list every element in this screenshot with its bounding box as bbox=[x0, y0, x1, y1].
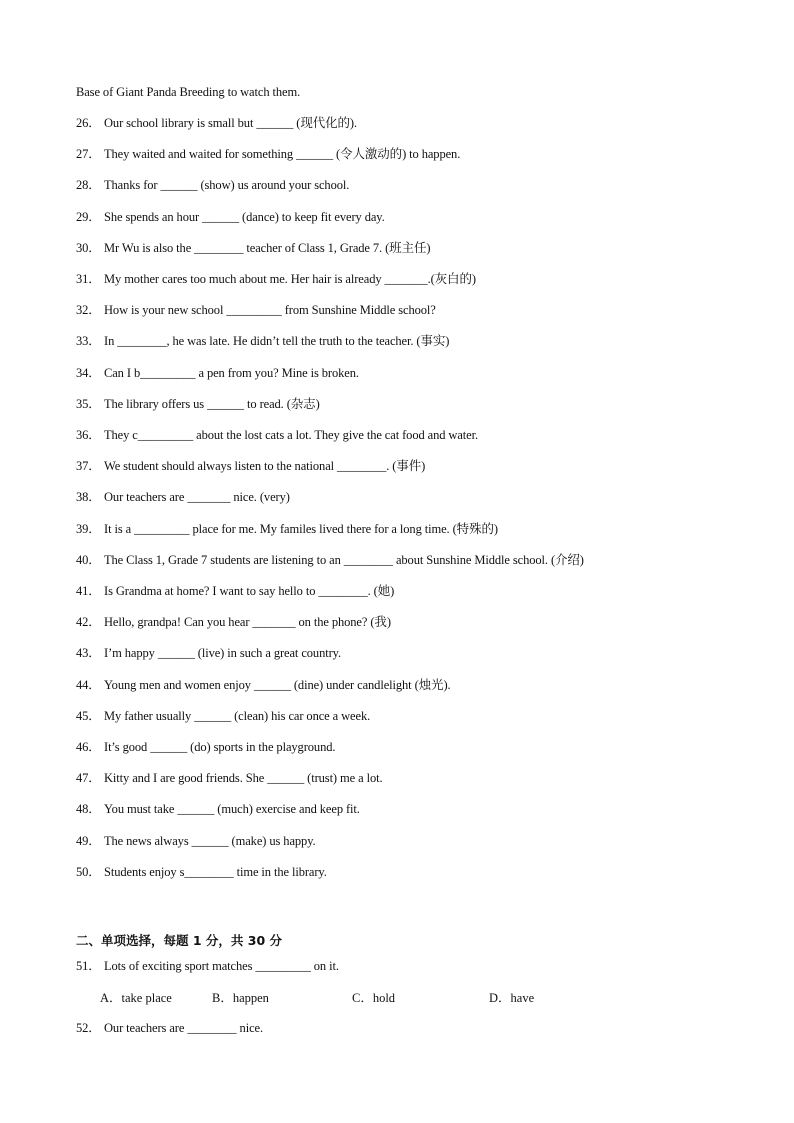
question-item bbox=[76, 645, 341, 661]
question-text: Hello, grandpa! Can you hear _______ on the phone? (我) bbox=[104, 615, 391, 629]
question-item bbox=[76, 739, 335, 755]
question-number: 49． bbox=[76, 834, 101, 848]
question-text: My mother cares too much about me. Her hair is already _______.(灰白的) bbox=[104, 272, 476, 286]
question-text: Lots of exciting sport matches _________ on it. bbox=[104, 959, 339, 973]
question-text: Young men and women enjoy ______ (dine) under candlelight (烛光). bbox=[104, 678, 451, 692]
question-number: 35． bbox=[76, 397, 101, 411]
question-number: 52． bbox=[76, 1021, 101, 1035]
question-number: 38． bbox=[76, 490, 101, 504]
question-item bbox=[76, 396, 320, 412]
question-text: Our teachers are ________ nice. bbox=[104, 1021, 263, 1035]
option-c: C．hold bbox=[352, 991, 396, 1005]
question-number: 31． bbox=[76, 272, 101, 286]
question-text: Is Grandma at home? I want to say hello to ________. (她) bbox=[104, 584, 395, 598]
question-item bbox=[76, 177, 349, 193]
option-a: A．take place bbox=[100, 991, 172, 1005]
question-text: She spends an hour ______ (dance) to keep fit every day. bbox=[104, 210, 385, 224]
question-item bbox=[76, 770, 383, 786]
question-item bbox=[76, 365, 359, 381]
question-item bbox=[76, 677, 451, 693]
question-number: 42． bbox=[76, 615, 101, 629]
question-item bbox=[76, 209, 385, 225]
question-number: 27． bbox=[76, 147, 101, 161]
question-number: 48． bbox=[76, 802, 101, 816]
question-number: 44． bbox=[76, 678, 101, 692]
question-text: We student should always listen to the national ________. (事件) bbox=[104, 459, 426, 473]
option-b: B．happen bbox=[212, 991, 269, 1005]
question-item bbox=[76, 801, 360, 817]
question-text: I’m happy ______ (live) in such a great country. bbox=[104, 646, 342, 660]
question-item bbox=[76, 489, 290, 505]
question-number: 33． bbox=[76, 334, 101, 348]
intro-line: Base of Giant Panda Breeding to watch them. bbox=[76, 85, 301, 99]
question-text: My father usually ______ (clean) his car once a week. bbox=[104, 709, 371, 723]
question-number: 39． bbox=[76, 522, 101, 536]
question-item bbox=[76, 271, 476, 287]
question-item bbox=[76, 583, 394, 599]
question-number: 40． bbox=[76, 553, 101, 567]
question-text: The library offers us ______ to read. (杂志) bbox=[104, 397, 320, 411]
question-text: It’s good ______ (do) sports in the playground. bbox=[104, 740, 336, 754]
question-number: 29． bbox=[76, 210, 101, 224]
question-text: The news always ______ (make) us happy. bbox=[104, 834, 316, 848]
question-item bbox=[76, 552, 584, 568]
question-text: It is a _________ place for me. My familes lived there for a long time. (特殊的) bbox=[104, 522, 498, 536]
question-number: 47． bbox=[76, 771, 101, 785]
question-number: 43． bbox=[76, 646, 101, 660]
question-text: Students enjoy s________ time in the library. bbox=[104, 865, 327, 879]
question-number: 45． bbox=[76, 709, 101, 723]
question-item bbox=[76, 614, 391, 630]
question-number: 50． bbox=[76, 865, 101, 879]
question-number: 36． bbox=[76, 428, 101, 442]
question-number: 28． bbox=[76, 178, 101, 192]
question-text: They c_________ about the lost cats a lot. They give the cat food and water. bbox=[104, 428, 479, 442]
section-heading: 二、单项选择，每题 1 分，共 30 分 bbox=[76, 933, 283, 948]
question-text: They waited and waited for something ______ (令人激动的) to happen. bbox=[104, 147, 461, 161]
question-item bbox=[76, 708, 370, 724]
question-item bbox=[76, 146, 460, 162]
question-number: 34． bbox=[76, 366, 101, 380]
question-number: 26． bbox=[76, 116, 101, 130]
question-text: Thanks for ______ (show) us around your school. bbox=[104, 178, 350, 192]
question-number: 46． bbox=[76, 740, 101, 754]
question-number: 51． bbox=[76, 959, 101, 973]
question-item bbox=[76, 458, 425, 474]
question-51 bbox=[76, 958, 339, 974]
question-number: 37． bbox=[76, 459, 101, 473]
question-51-options bbox=[100, 988, 600, 1004]
question-text: In ________, he was late. He didn’t tell the truth to the teacher. (事实) bbox=[104, 334, 450, 348]
question-item bbox=[76, 427, 478, 443]
question-text: Our school library is small but ______ (现代化的). bbox=[104, 116, 358, 130]
question-text: Kitty and I are good friends. She ______ (trust) me a lot. bbox=[104, 771, 383, 785]
option-d: D．have bbox=[489, 991, 535, 1005]
question-number: 30． bbox=[76, 241, 101, 255]
question-number: 32． bbox=[76, 303, 101, 317]
question-52 bbox=[76, 1020, 263, 1036]
question-item bbox=[76, 521, 498, 537]
question-text: How is your new school _________ from Sunshine Middle school? bbox=[104, 303, 436, 317]
question-item bbox=[76, 833, 316, 849]
question-item bbox=[76, 240, 430, 256]
question-text: Mr Wu is also the ________ teacher of Class 1, Grade 7. (班主任) bbox=[104, 241, 431, 255]
question-item bbox=[76, 864, 327, 880]
question-item bbox=[76, 333, 449, 349]
question-number: 41． bbox=[76, 584, 101, 598]
question-text: The Class 1, Grade 7 students are listening to an ________ about Sunshine Middle school. (介绍) bbox=[104, 553, 584, 567]
question-item bbox=[76, 302, 436, 318]
question-item bbox=[76, 115, 357, 131]
question-text: You must take ______ (much) exercise and keep fit. bbox=[104, 802, 360, 816]
question-text: Can I b_________ a pen from you? Mine is broken. bbox=[104, 366, 359, 380]
question-text: Our teachers are _______ nice. (very) bbox=[104, 490, 290, 504]
